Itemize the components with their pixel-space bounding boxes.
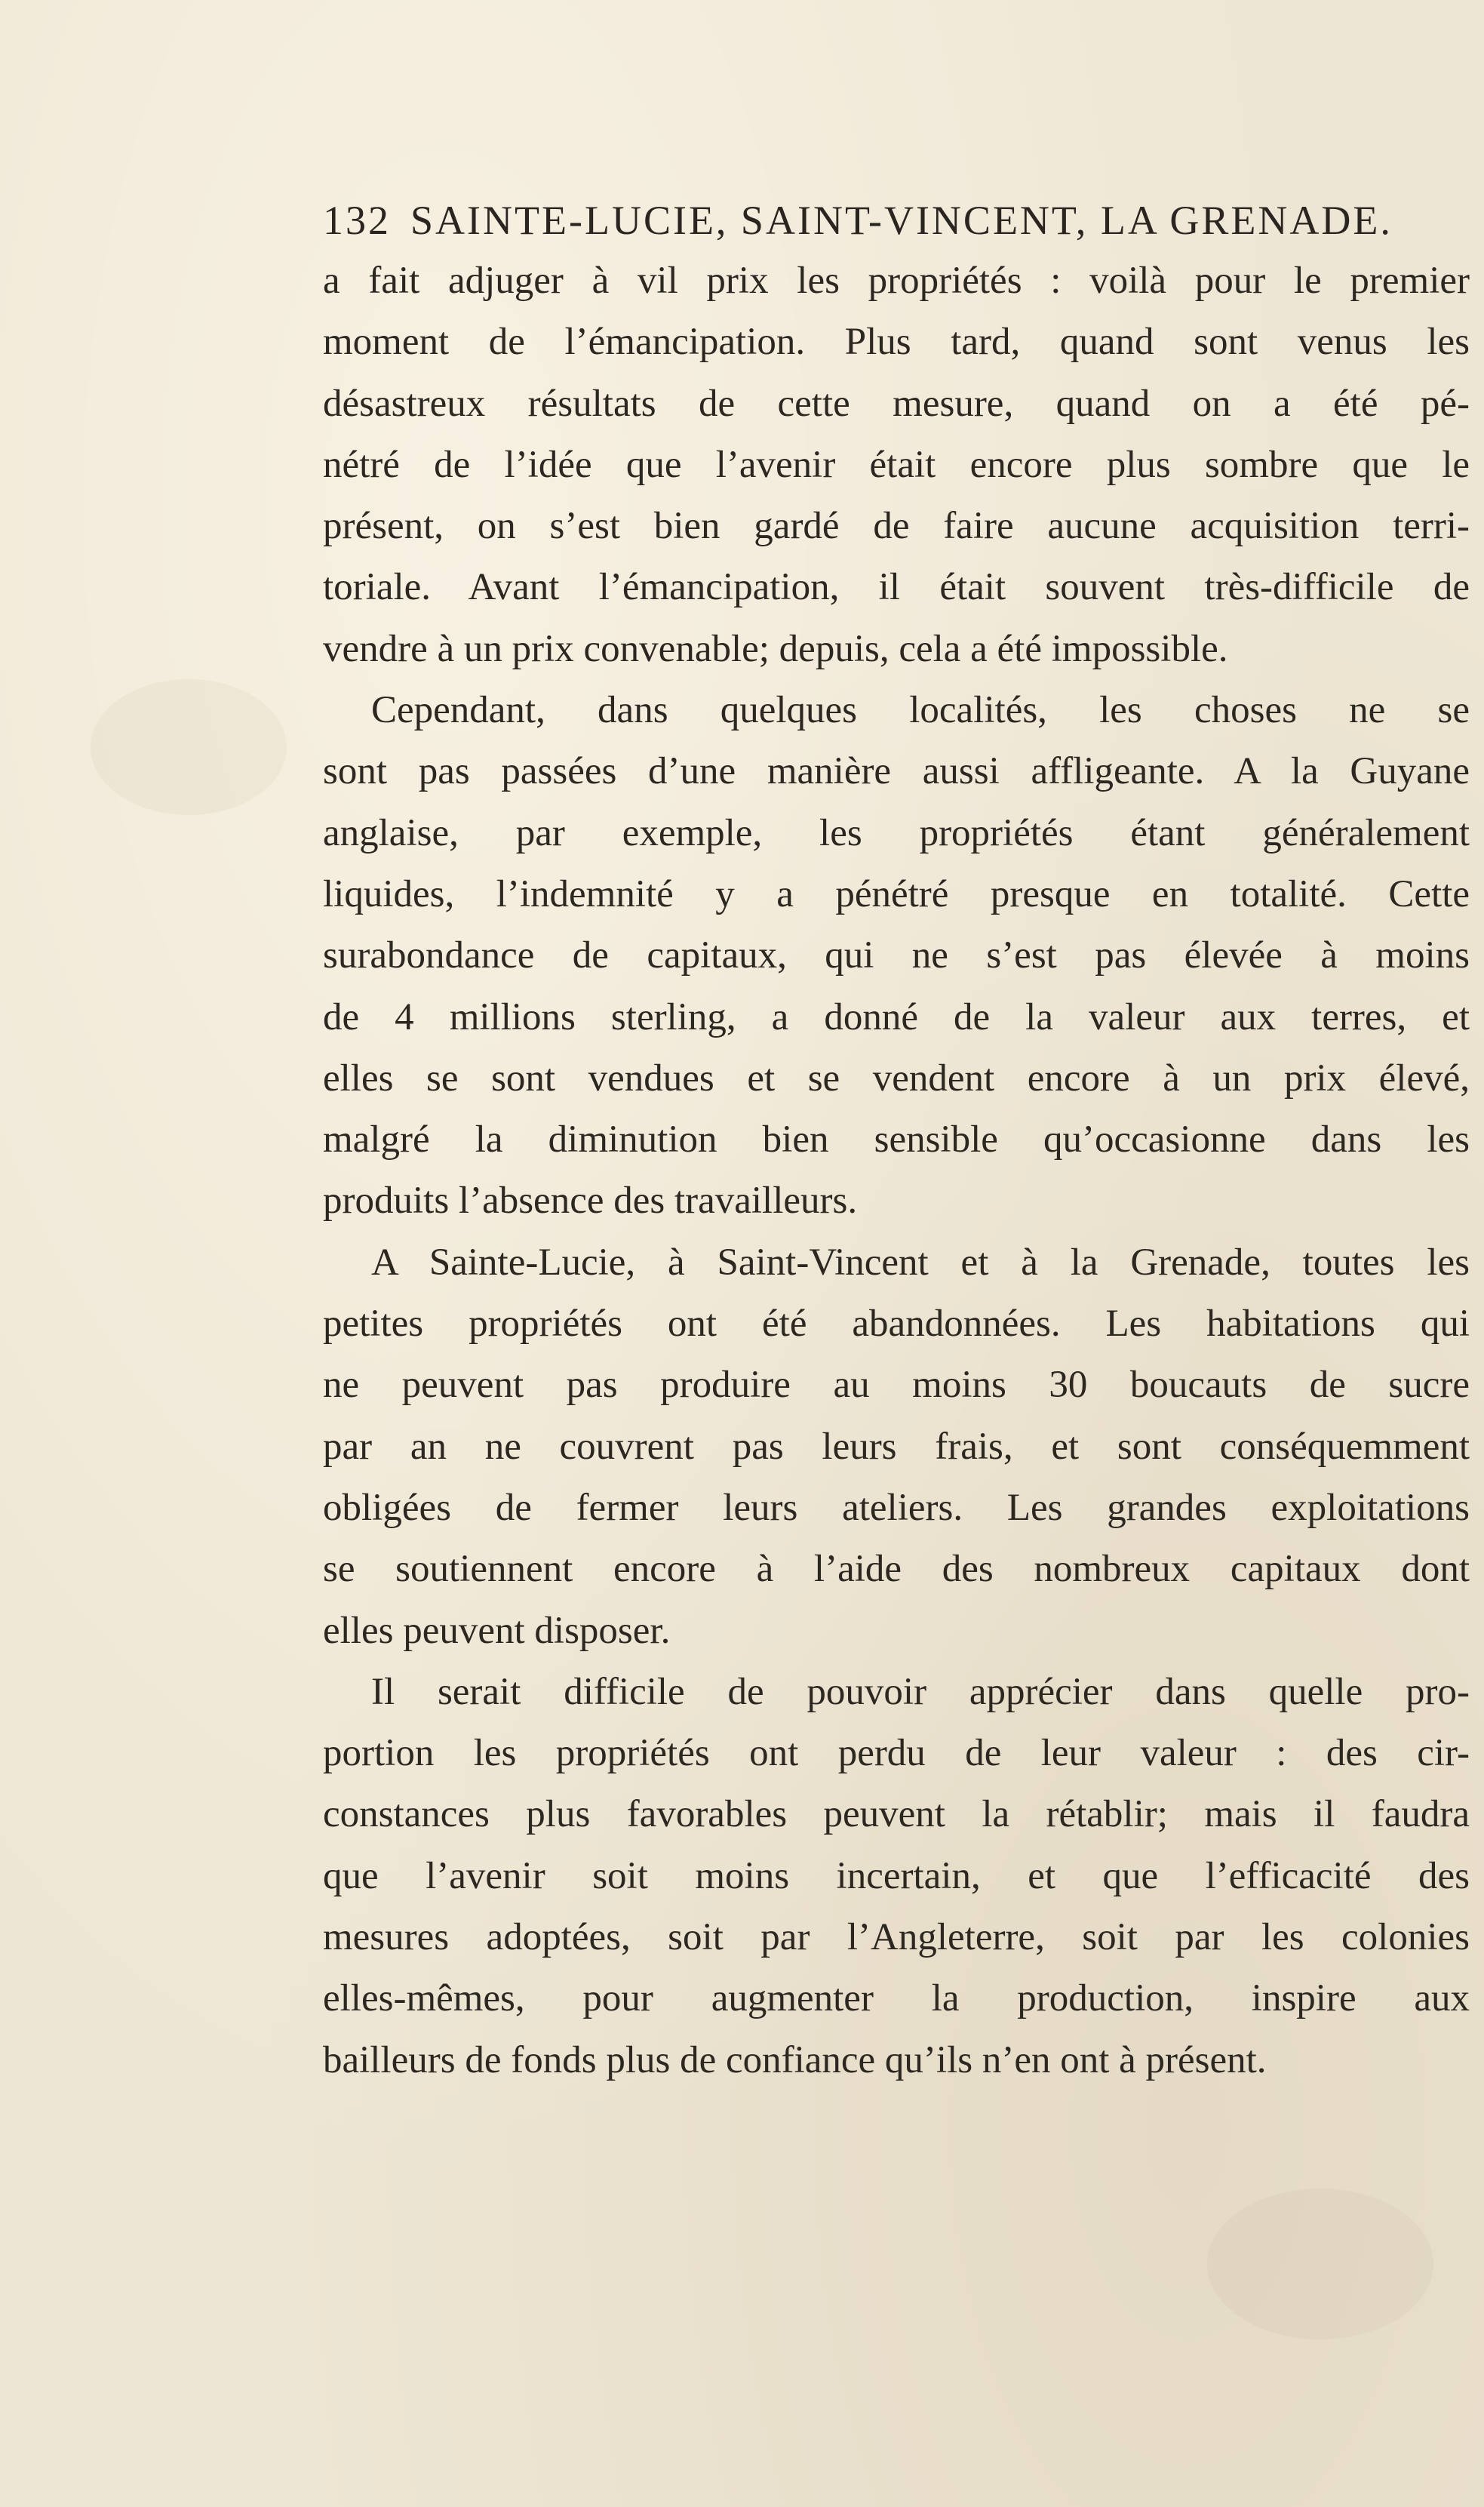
text-line: anglaise, par exemple, les propriétés étant généralement [323, 811, 1470, 854]
text-line: portion les propriétés ont perdu de leur valeur : des cir- [323, 1732, 1470, 1775]
text-line: de 4 millions sterling, a donné de la valeur aux terres, et [323, 995, 1470, 1038]
text-line: vendre à un prix convenable; depuis, cela a été impossible. [323, 627, 1228, 670]
text-line: bailleurs de fonds plus de confiance qu’ils n’en ont à présent. [323, 2038, 1267, 2081]
text-line: par an ne couvrent pas leurs frais, et sont conséquemment [323, 1425, 1470, 1468]
text-line: constances plus favorables peuvent la rétablir; mais il faudra [323, 1793, 1470, 1836]
body-text [323, 251, 1484, 2091]
text-line: A Sainte-Lucie, à Saint-Vincent et à la Grenade, toutes les [371, 1241, 1470, 1284]
paper-stain [91, 679, 287, 815]
running-head-title: SAINTE-LUCIE, SAINT-VINCENT, LA GRENADE. [410, 198, 1393, 243]
text-line: que l’avenir soit moins incertain, et que l’efficacité des [323, 1854, 1470, 1897]
paragraph [323, 680, 1484, 1232]
text-line: moment de l’émancipation. Plus tard, quand sont venus les [323, 321, 1470, 364]
text-line: a fait adjuger à vil prix les propriétés : voilà pour le premier [323, 260, 1470, 302]
paragraph [323, 1662, 1484, 2091]
text-line: obligées de fermer leurs ateliers. Les grandes exploitations [323, 1486, 1470, 1529]
paragraph [323, 1232, 1484, 1662]
text-line: Cependant, dans quelques localités, les choses ne se [371, 689, 1470, 732]
text-line: présent, on s’est bien gardé de faire aucune acquisition terri- [323, 505, 1470, 548]
text-line: mesures adoptées, soit par l’Angleterre, soit par les colonies [323, 1916, 1470, 1959]
text-line: petites propriétés ont été abandonnées. Les habitations qui [323, 1303, 1470, 1346]
text-line: surabondance de capitaux, qui ne s’est pas élevée à moins [323, 934, 1470, 977]
running-head [323, 190, 1484, 251]
text-line: Il serait difficile de pouvoir apprécier dans quelle pro- [371, 1670, 1470, 1713]
text-line: se soutiennent encore à l’aide des nombreux capitaux dont [323, 1548, 1470, 1591]
text-line: ne peuvent pas produire au moins 30 boucauts de sucre [323, 1364, 1470, 1407]
text-line: elles se sont vendues et se vendent encore à un prix élevé, [323, 1057, 1470, 1100]
text-line: sont pas passées d’une manière aussi affligeante. A la Guyane [323, 750, 1470, 793]
paper-stain [1207, 2189, 1433, 2339]
paragraph [323, 251, 1484, 680]
text-line: désastreux résultats de cette mesure, quand on a été pé- [323, 382, 1470, 425]
page-number: 132 [323, 198, 391, 243]
text-line: elles peuvent disposer. [323, 1609, 671, 1652]
text-line: toriale. Avant l’émancipation, il était souvent très-difficile de [323, 566, 1470, 609]
text-line: nétré de l’idée que l’avenir était encore plus sombre que le [323, 443, 1470, 486]
text-line: produits l’absence des travailleurs. [323, 1180, 858, 1223]
text-line: malgré la diminution bien sensible qu’occasionne dans les [323, 1118, 1470, 1161]
text-block [323, 190, 1484, 2091]
text-line: liquides, l’indemnité y a pénétré presque en totalité. Cette [323, 872, 1470, 915]
text-line: elles-mêmes, pour augmenter la production, inspire aux [323, 1977, 1470, 2020]
